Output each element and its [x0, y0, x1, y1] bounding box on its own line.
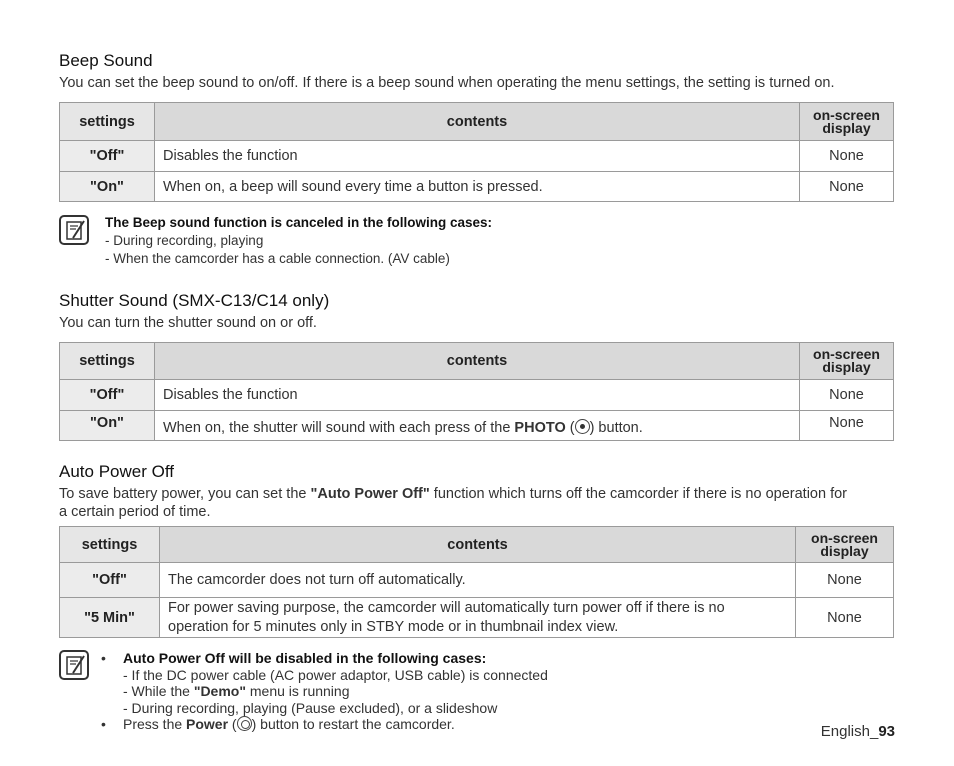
note-text: (	[228, 716, 237, 733]
auto-power-off-description	[59, 485, 859, 521]
shutter-sound-table	[59, 342, 894, 441]
photo-button-icon	[575, 419, 590, 434]
setting-cell: "Off"	[60, 141, 155, 172]
demo-label: "Demo"	[193, 683, 246, 700]
display-cell: None	[796, 563, 894, 598]
table-header-row	[60, 527, 894, 563]
beep-sound-description: You can set the beep sound to on/off. If there is a beep sound when operating the menu settings, the setting is turned on.	[59, 75, 835, 91]
display-header: on-screen display	[796, 527, 894, 563]
shutter-sound-description: You can turn the shutter sound on or off.	[59, 315, 317, 331]
desc-text: To save battery power, you can set the	[59, 486, 311, 502]
setting-cell: "5 Min"	[60, 598, 160, 638]
content-cell: Disables the function	[155, 141, 800, 172]
note-text: menu is running	[245, 683, 350, 700]
note-icon	[59, 215, 89, 245]
beep-sound-table	[59, 102, 894, 202]
auto-power-off-title: Auto Power Off	[59, 462, 174, 481]
settings-header: settings	[60, 527, 160, 563]
contents-header: contents	[155, 343, 800, 380]
setting-cell: "On"	[60, 411, 155, 441]
setting-cell: "Off"	[60, 380, 155, 411]
note-bullet	[101, 650, 548, 667]
power-button-icon	[237, 716, 252, 731]
display-cell: None	[800, 141, 894, 172]
display-header: on-screen display	[800, 343, 894, 380]
content-cell: When on, a beep will sound every time a button is pressed.	[155, 172, 800, 202]
note-icon	[59, 650, 89, 680]
photo-label: PHOTO	[514, 420, 566, 436]
footer-language: English_	[820, 723, 879, 740]
auto-power-off-note	[59, 650, 894, 734]
note-heading: Auto Power Off will be disabled in the following cases:	[123, 650, 487, 666]
note-text: ) button to restart the camcorder.	[251, 716, 455, 733]
page-number: 93	[878, 723, 895, 740]
content-text: ) button.	[589, 420, 643, 436]
note-item: - If the DC power cable (AC power adaptor, USB cable) is connected	[123, 666, 548, 683]
table-row	[60, 411, 894, 441]
auto-power-off-table	[59, 526, 894, 638]
contents-header: contents	[160, 527, 796, 563]
note-item: - When the camcorder has a cable connection. (AV cable)	[105, 251, 450, 266]
shutter-sound-title: Shutter Sound (SMX-C13/C14 only)	[59, 291, 330, 310]
desc-bold: "Auto Power Off"	[310, 486, 430, 502]
table-row	[60, 598, 894, 638]
content-text: (	[565, 420, 575, 436]
note-item: - During recording, playing (Pause excluded), or a slideshow	[123, 699, 498, 716]
table-header-row	[60, 343, 894, 380]
beep-note	[59, 215, 894, 267]
display-cell: None	[800, 172, 894, 202]
note-heading: The Beep sound function is canceled in the following cases:	[105, 215, 493, 230]
setting-cell: "Off"	[60, 563, 160, 598]
settings-header: settings	[60, 343, 155, 380]
settings-header: settings	[60, 103, 155, 141]
content-text: When on, the shutter will sound with each press of the	[163, 420, 515, 436]
table-row	[60, 380, 894, 411]
note-item	[101, 683, 548, 700]
content-cell: For power saving purpose, the camcorder will automatically turn power off if there is no operation for 5 minutes only in STBY mode or in thumbnail index view.	[160, 598, 796, 638]
content-cell	[155, 411, 800, 441]
display-cell: None	[796, 598, 894, 638]
contents-header: contents	[155, 103, 800, 141]
table-row	[60, 563, 894, 598]
note-text: - While the	[123, 683, 194, 700]
note-bullet	[101, 716, 548, 733]
desc-text: function which turns off the camcorder if there is no operation for a certain period of time.	[59, 486, 847, 520]
display-cell: None	[800, 411, 894, 441]
beep-sound-title: Beep Sound	[59, 51, 153, 70]
table-row	[60, 141, 894, 172]
page-footer	[821, 723, 895, 740]
table-header-row	[60, 103, 894, 141]
table-row	[60, 172, 894, 202]
display-cell: None	[800, 380, 894, 411]
setting-cell: "On"	[60, 172, 155, 202]
bullet-dot: •	[101, 650, 106, 666]
content-cell: The camcorder does not turn off automatically.	[160, 563, 796, 598]
display-header: on-screen display	[800, 103, 894, 141]
bullet-dot: •	[101, 716, 106, 733]
note-item: - During recording, playing	[105, 233, 264, 248]
note-text: Press the	[123, 716, 187, 733]
content-cell: Disables the function	[155, 380, 800, 411]
power-label: Power	[186, 716, 229, 733]
